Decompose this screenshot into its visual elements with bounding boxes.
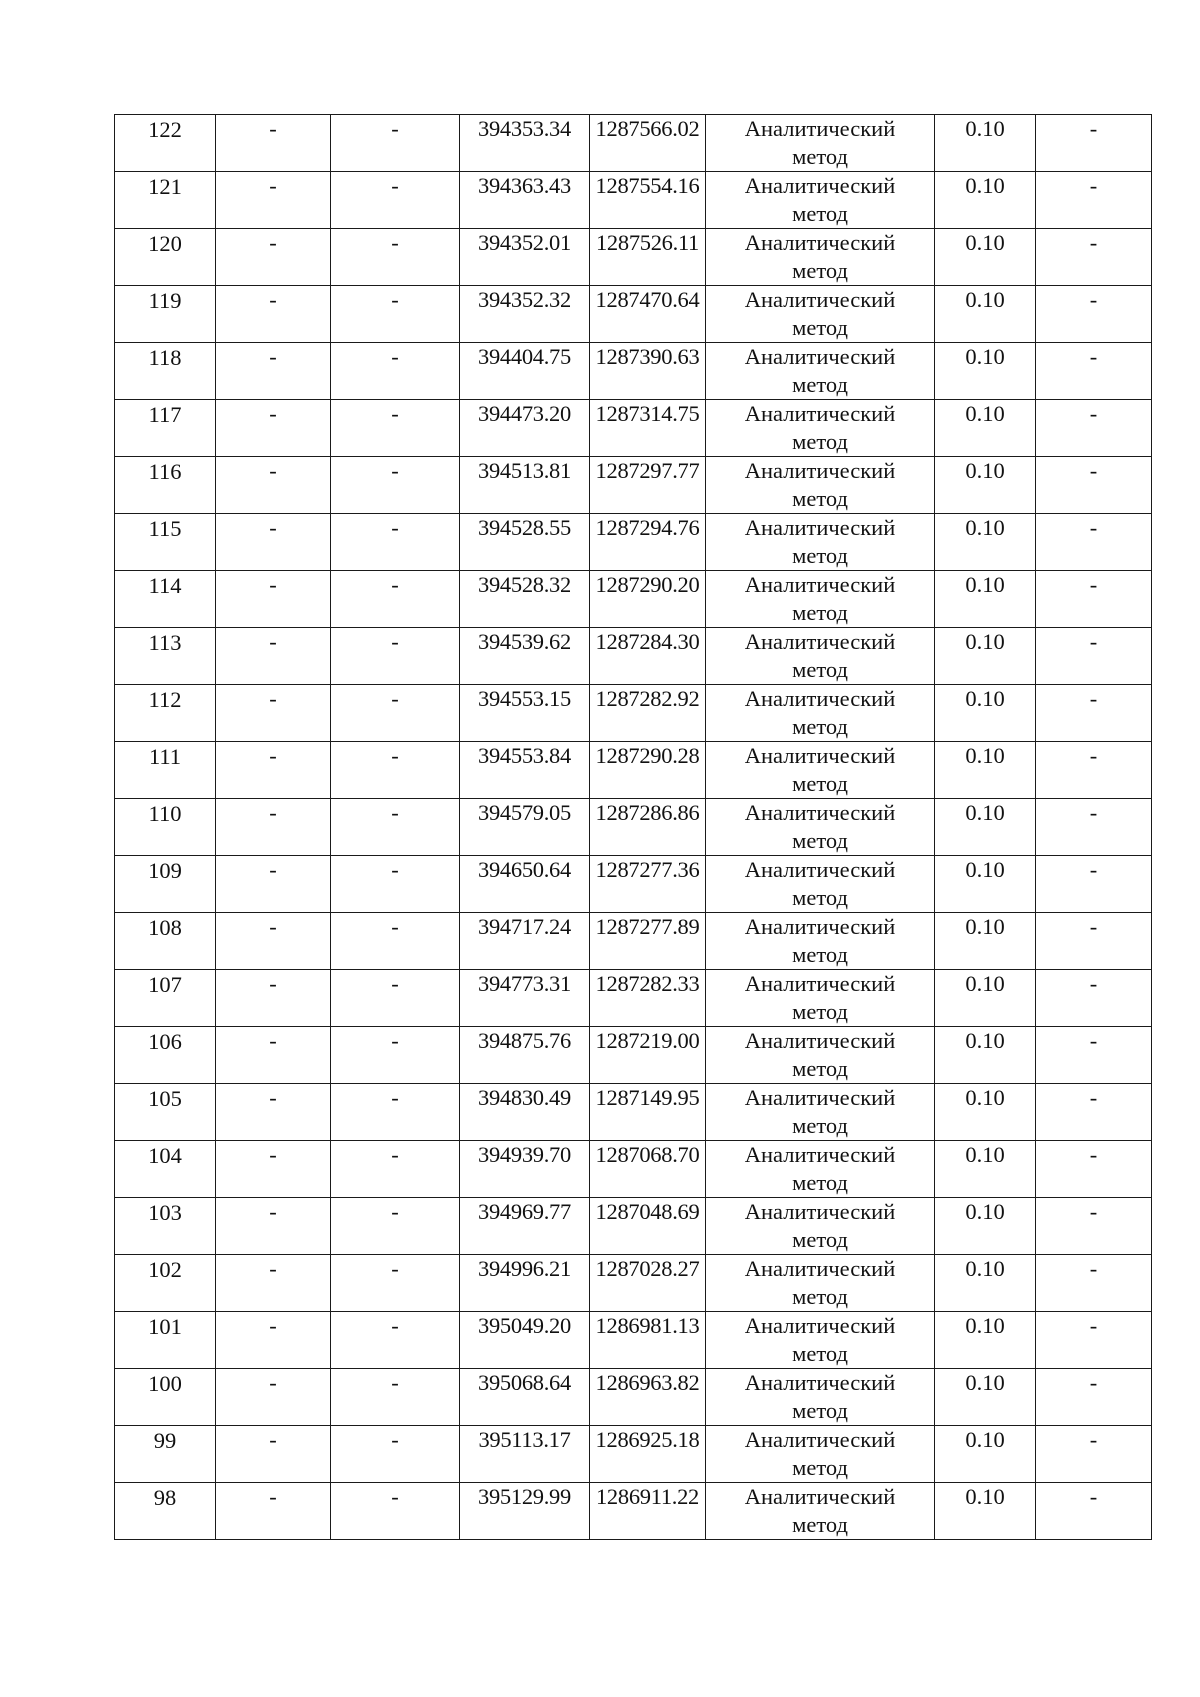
- point-number-cell: 113: [115, 628, 216, 685]
- accuracy-cell: 0.10: [935, 742, 1036, 799]
- method-line-2: метод: [792, 1341, 848, 1366]
- method-line-1: Аналитический: [744, 1484, 896, 1509]
- column-8-cell: -: [1036, 571, 1152, 628]
- point-number-cell: 117: [115, 400, 216, 457]
- method-cell: [706, 1084, 935, 1141]
- column-2-cell: -: [216, 1084, 331, 1141]
- column-8-cell: -: [1036, 457, 1152, 514]
- point-number-cell: 100: [115, 1369, 216, 1426]
- y-coordinate-cell: 1287149.95: [590, 1084, 706, 1141]
- column-3-cell: -: [331, 229, 460, 286]
- column-8-cell: -: [1036, 400, 1152, 457]
- point-number-cell: 116: [115, 457, 216, 514]
- table-row: [115, 799, 1152, 856]
- y-coordinate-cell: 1287282.92: [590, 685, 706, 742]
- method-cell: [706, 514, 935, 571]
- point-number-cell: 106: [115, 1027, 216, 1084]
- point-number-cell: 120: [115, 229, 216, 286]
- method-line-2: метод: [792, 543, 848, 568]
- method-line-2: метод: [792, 999, 848, 1024]
- y-coordinate-cell: 1286925.18: [590, 1426, 706, 1483]
- column-8-cell: -: [1036, 628, 1152, 685]
- x-coordinate-cell: 395049.20: [460, 1312, 590, 1369]
- method-cell: [706, 1027, 935, 1084]
- method-line-2: метод: [792, 1113, 848, 1138]
- table-row: [115, 172, 1152, 229]
- point-number-cell: 110: [115, 799, 216, 856]
- method-line-2: метод: [792, 1284, 848, 1309]
- table-row: [115, 343, 1152, 400]
- y-coordinate-cell: 1287277.36: [590, 856, 706, 913]
- x-coordinate-cell: 394528.55: [460, 514, 590, 571]
- point-number-cell: 121: [115, 172, 216, 229]
- column-3-cell: -: [331, 400, 460, 457]
- y-coordinate-cell: 1287314.75: [590, 400, 706, 457]
- method-cell: [706, 799, 935, 856]
- y-coordinate-cell: 1287048.69: [590, 1198, 706, 1255]
- method-line-1: Аналитический: [744, 1142, 896, 1167]
- x-coordinate-cell: 394528.32: [460, 571, 590, 628]
- method-cell: [706, 856, 935, 913]
- point-number-cell: 102: [115, 1255, 216, 1312]
- x-coordinate-cell: 394363.43: [460, 172, 590, 229]
- method-line-1: Аналитический: [744, 230, 896, 255]
- column-2-cell: -: [216, 856, 331, 913]
- column-8-cell: -: [1036, 1426, 1152, 1483]
- table-row: [115, 1312, 1152, 1369]
- table-row: [115, 400, 1152, 457]
- table-row: [115, 628, 1152, 685]
- method-line-2: метод: [792, 714, 848, 739]
- column-8-cell: -: [1036, 286, 1152, 343]
- method-cell: [706, 628, 935, 685]
- column-3-cell: -: [331, 628, 460, 685]
- method-line-1: Аналитический: [744, 971, 896, 996]
- y-coordinate-cell: 1287554.16: [590, 172, 706, 229]
- method-line-1: Аналитический: [744, 515, 896, 540]
- column-8-cell: -: [1036, 742, 1152, 799]
- x-coordinate-cell: 394404.75: [460, 343, 590, 400]
- y-coordinate-cell: 1286981.13: [590, 1312, 706, 1369]
- method-line-1: Аналитический: [744, 1085, 896, 1110]
- x-coordinate-cell: 395068.64: [460, 1369, 590, 1426]
- column-8-cell: -: [1036, 1198, 1152, 1255]
- column-8-cell: -: [1036, 685, 1152, 742]
- column-3-cell: -: [331, 172, 460, 229]
- y-coordinate-cell: 1287290.28: [590, 742, 706, 799]
- point-number-cell: 98: [115, 1483, 216, 1540]
- column-3-cell: -: [331, 343, 460, 400]
- x-coordinate-cell: 394473.20: [460, 400, 590, 457]
- column-8-cell: -: [1036, 1141, 1152, 1198]
- y-coordinate-cell: 1287290.20: [590, 571, 706, 628]
- column-8-cell: -: [1036, 229, 1152, 286]
- column-3-cell: -: [331, 115, 460, 172]
- column-3-cell: -: [331, 856, 460, 913]
- method-line-1: Аналитический: [744, 800, 896, 825]
- column-8-cell: -: [1036, 970, 1152, 1027]
- column-3-cell: -: [331, 1198, 460, 1255]
- accuracy-cell: 0.10: [935, 799, 1036, 856]
- y-coordinate-cell: 1287028.27: [590, 1255, 706, 1312]
- column-2-cell: -: [216, 1198, 331, 1255]
- method-cell: [706, 685, 935, 742]
- column-3-cell: -: [331, 514, 460, 571]
- method-line-2: метод: [792, 1170, 848, 1195]
- x-coordinate-cell: 394352.32: [460, 286, 590, 343]
- method-line-2: метод: [792, 885, 848, 910]
- y-coordinate-cell: 1287284.30: [590, 628, 706, 685]
- column-3-cell: -: [331, 1255, 460, 1312]
- table-row: [115, 1255, 1152, 1312]
- table-row: [115, 1198, 1152, 1255]
- column-8-cell: -: [1036, 913, 1152, 970]
- method-line-1: Аналитический: [744, 857, 896, 882]
- table-row: [115, 685, 1152, 742]
- method-line-1: Аналитический: [744, 116, 896, 141]
- x-coordinate-cell: 394875.76: [460, 1027, 590, 1084]
- column-8-cell: -: [1036, 1027, 1152, 1084]
- method-line-1: Аналитический: [744, 173, 896, 198]
- y-coordinate-cell: 1287297.77: [590, 457, 706, 514]
- column-8-cell: -: [1036, 1369, 1152, 1426]
- column-2-cell: -: [216, 343, 331, 400]
- method-line-2: метод: [792, 144, 848, 169]
- y-coordinate-cell: 1287219.00: [590, 1027, 706, 1084]
- accuracy-cell: 0.10: [935, 172, 1036, 229]
- y-coordinate-cell: 1287068.70: [590, 1141, 706, 1198]
- method-line-2: метод: [792, 258, 848, 283]
- column-3-cell: -: [331, 913, 460, 970]
- accuracy-cell: 0.10: [935, 1426, 1036, 1483]
- coordinates-table: [114, 114, 1152, 1540]
- y-coordinate-cell: 1286911.22: [590, 1483, 706, 1540]
- table-row: [115, 457, 1152, 514]
- column-3-cell: -: [331, 1027, 460, 1084]
- column-3-cell: -: [331, 1426, 460, 1483]
- y-coordinate-cell: 1286963.82: [590, 1369, 706, 1426]
- column-2-cell: -: [216, 1426, 331, 1483]
- column-8-cell: -: [1036, 343, 1152, 400]
- method-line-1: Аналитический: [744, 686, 896, 711]
- method-cell: [706, 571, 935, 628]
- table-row: [115, 742, 1152, 799]
- accuracy-cell: 0.10: [935, 970, 1036, 1027]
- y-coordinate-cell: 1287526.11: [590, 229, 706, 286]
- method-line-1: Аналитический: [744, 1370, 896, 1395]
- column-2-cell: -: [216, 1369, 331, 1426]
- table-row: [115, 1141, 1152, 1198]
- method-cell: [706, 172, 935, 229]
- accuracy-cell: 0.10: [935, 571, 1036, 628]
- table-row: [115, 229, 1152, 286]
- accuracy-cell: 0.10: [935, 1027, 1036, 1084]
- x-coordinate-cell: 394717.24: [460, 913, 590, 970]
- x-coordinate-cell: 394773.31: [460, 970, 590, 1027]
- method-line-2: метод: [792, 1455, 848, 1480]
- x-coordinate-cell: 395113.17: [460, 1426, 590, 1483]
- column-8-cell: -: [1036, 172, 1152, 229]
- column-2-cell: -: [216, 1141, 331, 1198]
- method-line-1: Аналитический: [744, 743, 896, 768]
- point-number-cell: 109: [115, 856, 216, 913]
- method-cell: [706, 343, 935, 400]
- column-3-cell: -: [331, 970, 460, 1027]
- accuracy-cell: 0.10: [935, 457, 1036, 514]
- column-8-cell: -: [1036, 1312, 1152, 1369]
- column-2-cell: -: [216, 115, 331, 172]
- accuracy-cell: 0.10: [935, 628, 1036, 685]
- column-3-cell: -: [331, 742, 460, 799]
- method-cell: [706, 115, 935, 172]
- method-cell: [706, 970, 935, 1027]
- column-3-cell: -: [331, 1084, 460, 1141]
- column-3-cell: -: [331, 571, 460, 628]
- table-row: [115, 970, 1152, 1027]
- table-row: [115, 514, 1152, 571]
- point-number-cell: 105: [115, 1084, 216, 1141]
- method-line-1: Аналитический: [744, 401, 896, 426]
- column-2-cell: -: [216, 970, 331, 1027]
- column-3-cell: -: [331, 799, 460, 856]
- column-8-cell: -: [1036, 856, 1152, 913]
- column-2-cell: -: [216, 571, 331, 628]
- table-body: [115, 115, 1152, 1540]
- column-2-cell: -: [216, 172, 331, 229]
- point-number-cell: 112: [115, 685, 216, 742]
- column-2-cell: -: [216, 229, 331, 286]
- method-cell: [706, 1426, 935, 1483]
- method-cell: [706, 1255, 935, 1312]
- table-row: [115, 1426, 1152, 1483]
- x-coordinate-cell: 394969.77: [460, 1198, 590, 1255]
- column-2-cell: -: [216, 685, 331, 742]
- method-line-2: метод: [792, 1512, 848, 1537]
- y-coordinate-cell: 1287294.76: [590, 514, 706, 571]
- column-3-cell: -: [331, 457, 460, 514]
- accuracy-cell: 0.10: [935, 343, 1036, 400]
- x-coordinate-cell: 394352.01: [460, 229, 590, 286]
- method-line-1: Аналитический: [744, 572, 896, 597]
- accuracy-cell: 0.10: [935, 685, 1036, 742]
- column-8-cell: -: [1036, 115, 1152, 172]
- column-3-cell: -: [331, 685, 460, 742]
- x-coordinate-cell: 394996.21: [460, 1255, 590, 1312]
- method-line-2: метод: [792, 771, 848, 796]
- table-row: [115, 1369, 1152, 1426]
- column-2-cell: -: [216, 742, 331, 799]
- method-line-1: Аналитический: [744, 914, 896, 939]
- accuracy-cell: 0.10: [935, 1369, 1036, 1426]
- y-coordinate-cell: 1287566.02: [590, 115, 706, 172]
- x-coordinate-cell: 394353.34: [460, 115, 590, 172]
- table-row: [115, 571, 1152, 628]
- column-2-cell: -: [216, 1483, 331, 1540]
- point-number-cell: 119: [115, 286, 216, 343]
- table-row: [115, 856, 1152, 913]
- column-3-cell: -: [331, 1141, 460, 1198]
- column-2-cell: -: [216, 514, 331, 571]
- column-3-cell: -: [331, 286, 460, 343]
- method-line-1: Аналитический: [744, 1028, 896, 1053]
- accuracy-cell: 0.10: [935, 913, 1036, 970]
- method-line-2: метод: [792, 486, 848, 511]
- method-line-1: Аналитический: [744, 629, 896, 654]
- method-cell: [706, 1483, 935, 1540]
- column-2-cell: -: [216, 457, 331, 514]
- method-cell: [706, 1312, 935, 1369]
- point-number-cell: 103: [115, 1198, 216, 1255]
- column-2-cell: -: [216, 286, 331, 343]
- method-line-1: Аналитический: [744, 1313, 896, 1338]
- column-2-cell: -: [216, 628, 331, 685]
- point-number-cell: 111: [115, 742, 216, 799]
- accuracy-cell: 0.10: [935, 1483, 1036, 1540]
- point-number-cell: 101: [115, 1312, 216, 1369]
- method-line-1: Аналитический: [744, 1199, 896, 1224]
- method-line-2: метод: [792, 429, 848, 454]
- column-2-cell: -: [216, 1255, 331, 1312]
- accuracy-cell: 0.10: [935, 1312, 1036, 1369]
- column-2-cell: -: [216, 1027, 331, 1084]
- column-2-cell: -: [216, 913, 331, 970]
- accuracy-cell: 0.10: [935, 1141, 1036, 1198]
- accuracy-cell: 0.10: [935, 514, 1036, 571]
- y-coordinate-cell: 1287470.64: [590, 286, 706, 343]
- method-line-1: Аналитический: [744, 1427, 896, 1452]
- column-8-cell: -: [1036, 1084, 1152, 1141]
- point-number-cell: 118: [115, 343, 216, 400]
- x-coordinate-cell: 394830.49: [460, 1084, 590, 1141]
- method-line-2: метод: [792, 942, 848, 967]
- column-3-cell: -: [331, 1369, 460, 1426]
- x-coordinate-cell: 394579.05: [460, 799, 590, 856]
- table-row: [115, 1027, 1152, 1084]
- y-coordinate-cell: 1287286.86: [590, 799, 706, 856]
- x-coordinate-cell: 394553.15: [460, 685, 590, 742]
- column-8-cell: -: [1036, 799, 1152, 856]
- column-2-cell: -: [216, 400, 331, 457]
- accuracy-cell: 0.10: [935, 286, 1036, 343]
- method-line-2: метод: [792, 828, 848, 853]
- column-8-cell: -: [1036, 1255, 1152, 1312]
- method-line-2: метод: [792, 1227, 848, 1252]
- method-line-1: Аналитический: [744, 344, 896, 369]
- method-cell: [706, 1141, 935, 1198]
- method-line-1: Аналитический: [744, 1256, 896, 1281]
- method-cell: [706, 913, 935, 970]
- accuracy-cell: 0.10: [935, 856, 1036, 913]
- x-coordinate-cell: 394539.62: [460, 628, 590, 685]
- table-row: [115, 913, 1152, 970]
- method-cell: [706, 286, 935, 343]
- y-coordinate-cell: 1287390.63: [590, 343, 706, 400]
- method-line-2: метод: [792, 201, 848, 226]
- y-coordinate-cell: 1287277.89: [590, 913, 706, 970]
- point-number-cell: 122: [115, 115, 216, 172]
- method-cell: [706, 229, 935, 286]
- x-coordinate-cell: 394553.84: [460, 742, 590, 799]
- column-3-cell: -: [331, 1312, 460, 1369]
- column-2-cell: -: [216, 799, 331, 856]
- table-row: [115, 1084, 1152, 1141]
- method-cell: [706, 457, 935, 514]
- point-number-cell: 104: [115, 1141, 216, 1198]
- method-line-2: метод: [792, 600, 848, 625]
- point-number-cell: 99: [115, 1426, 216, 1483]
- column-2-cell: -: [216, 1312, 331, 1369]
- point-number-cell: 108: [115, 913, 216, 970]
- method-cell: [706, 400, 935, 457]
- method-line-2: метод: [792, 1056, 848, 1081]
- table-row: [115, 1483, 1152, 1540]
- table-row: [115, 115, 1152, 172]
- accuracy-cell: 0.10: [935, 1084, 1036, 1141]
- method-cell: [706, 1198, 935, 1255]
- point-number-cell: 114: [115, 571, 216, 628]
- method-line-2: метод: [792, 1398, 848, 1423]
- method-line-2: метод: [792, 657, 848, 682]
- column-8-cell: -: [1036, 1483, 1152, 1540]
- column-3-cell: -: [331, 1483, 460, 1540]
- method-line-1: Аналитический: [744, 287, 896, 312]
- point-number-cell: 107: [115, 970, 216, 1027]
- x-coordinate-cell: 394513.81: [460, 457, 590, 514]
- method-line-1: Аналитический: [744, 458, 896, 483]
- column-8-cell: -: [1036, 514, 1152, 571]
- accuracy-cell: 0.10: [935, 229, 1036, 286]
- y-coordinate-cell: 1287282.33: [590, 970, 706, 1027]
- method-cell: [706, 1369, 935, 1426]
- accuracy-cell: 0.10: [935, 1198, 1036, 1255]
- x-coordinate-cell: 394650.64: [460, 856, 590, 913]
- accuracy-cell: 0.10: [935, 1255, 1036, 1312]
- point-number-cell: 115: [115, 514, 216, 571]
- x-coordinate-cell: 395129.99: [460, 1483, 590, 1540]
- x-coordinate-cell: 394939.70: [460, 1141, 590, 1198]
- table-row: [115, 286, 1152, 343]
- method-line-2: метод: [792, 315, 848, 340]
- accuracy-cell: 0.10: [935, 400, 1036, 457]
- accuracy-cell: 0.10: [935, 115, 1036, 172]
- method-line-2: метод: [792, 372, 848, 397]
- method-cell: [706, 742, 935, 799]
